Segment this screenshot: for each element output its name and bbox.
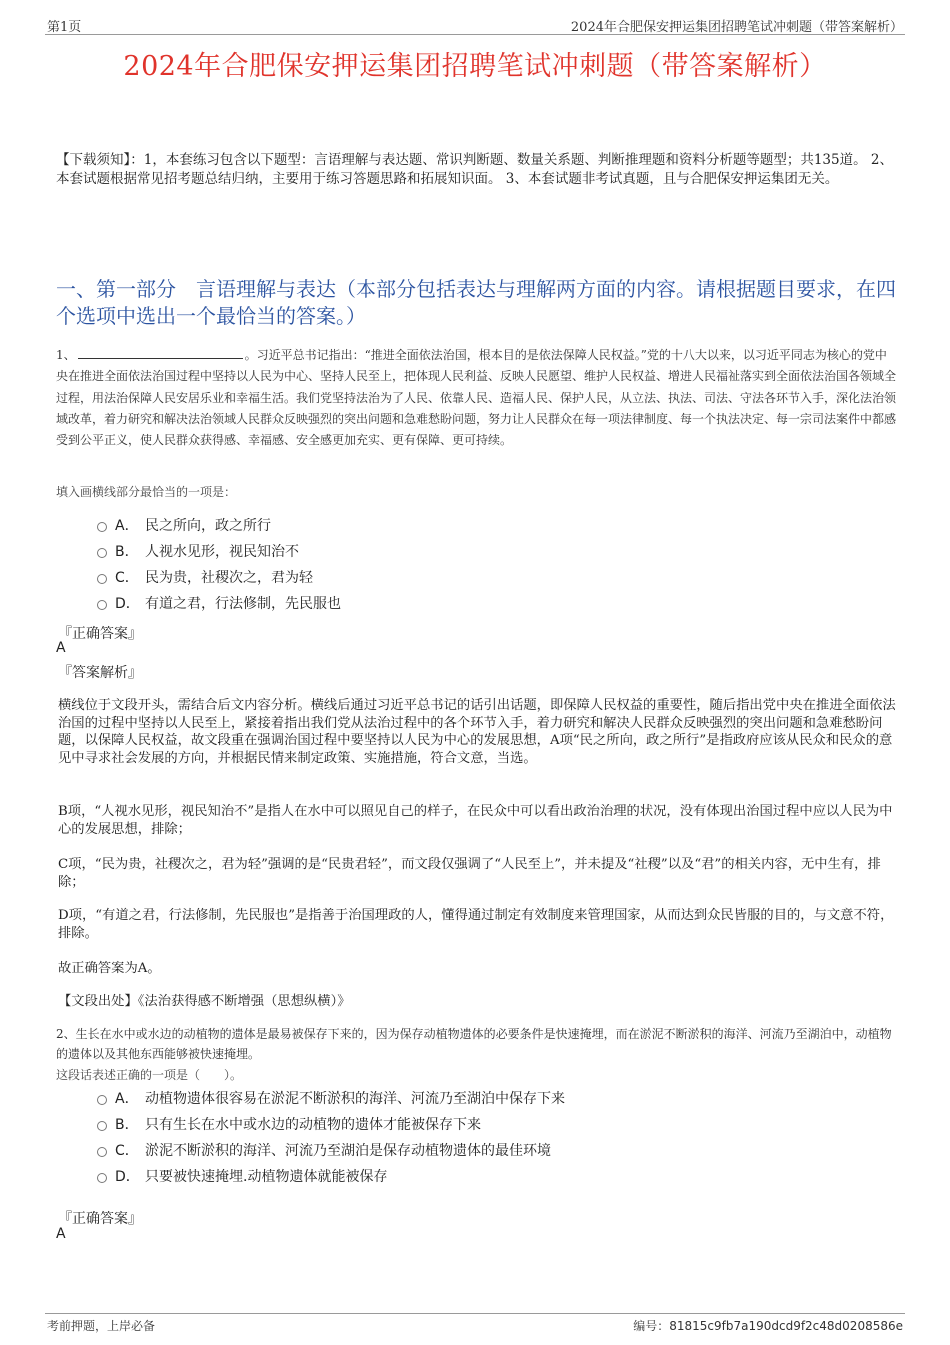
option-d[interactable] — [97, 590, 341, 616]
section-title: 一、第一部分 言语理解与表达（本部分包括表达与理解两方面的内容。请根据题目要求，在四个选项中选出一个最恰当的答案。） — [56, 277, 896, 328]
radio-icon[interactable] — [97, 1095, 107, 1105]
option-text: 只有生长在水中或水边的动植物的遗体才能被保存下来 — [145, 1117, 481, 1133]
question-2-stem: 这段话表述正确的一项是（ ）。 — [56, 1068, 243, 1082]
download-notice: 【下载须知】：1，本套练习包含以下题型：言语理解与表达题、常识判断题、数量关系题、判断推理题和资料分析题等题型；共135道。 2、本套试题根据常见招考题总结归纳，主要用于练习答题思路和拓展知识面。 3、本套试题非考试真题，且与合肥保安押运集团无关。 — [56, 152, 893, 187]
correct-answer: A — [56, 1226, 66, 1242]
radio-icon[interactable] — [97, 1121, 107, 1131]
analysis-label: 『答案解析』 — [58, 665, 142, 681]
analysis-paragraph: D项，“有道之君，行法修制，先民服也”是指善于治国理政的人，懂得通过制定有效制度来管理国家，从而达到众民皆服的目的，与文意不符，排除。 — [58, 908, 894, 941]
option-text: 淤泥不断淤积的海洋、河流乃至湖泊是保存动植物遗体的最佳环境 — [145, 1143, 551, 1159]
analysis-paragraph: B项，“人视水见形，视民知治不”是指人在水中可以照见自己的样子，在民众中可以看出政治治理的状况，没有体现出治国过程中应以人民为中心的发展思想，排除； — [58, 804, 893, 837]
option-key: A． — [115, 518, 139, 534]
option-key: D． — [115, 1169, 140, 1185]
option-c[interactable] — [97, 1137, 565, 1163]
question-1-text — [56, 345, 898, 451]
analysis-paragraph: 横线位于文段开头，需结合后文内容分析。横线后通过习近平总书记的话引出话题，即保障人民权益的重要性，随后指出党中央在推进全面依法治国的过程中坚持以人民至上，紧接着指出我们党从法治过程中的各个环节入手，着力研究和解决人民群众反映强烈的突出问题和急难愁盼问题，以保障人民权益，故文段重在强调治国过程中要坚持以人民为中心的发展思想，A项“民之所向，政之所行”是指政府应该从民众和民众的意见中寻求社会发展的方向，并根据民情来制定政策、实施措施，符合文意，当选。 — [58, 698, 896, 766]
option-key: D． — [115, 596, 140, 612]
document-id: 编号：81815c9fb7a190dcd9f2c48d0208586e — [633, 1319, 903, 1333]
option-key: C． — [115, 1143, 139, 1159]
question-1-options — [97, 512, 341, 616]
correct-answer-label: 『正确答案』 — [58, 626, 142, 642]
correct-answer-label: 『正确答案』 — [58, 1211, 142, 1227]
correct-answer: A — [56, 640, 66, 656]
option-key: B． — [115, 544, 139, 560]
option-key: C． — [115, 570, 139, 586]
option-key: B． — [115, 1117, 139, 1133]
question-1-passage: 。习近平总书记指出：“推进全面依法治国，根本目的是依法保障人民权益。”党的十八大以来，以习近平同志为核心的党中央在推进全面依法治国过程中坚持以人民为中心、坚持人民至上，把体现人民利益、反映人民愿望、维护人民权益、增进人民福祉落实到全面依法治国各领域全过程，用法治保障人民安居乐业和幸福生活。我们党坚持法治为了人民、依靠人民、造福人民、保护人民，从立法、执法、司法、守法各环节入手，深化法治领域改革，着力研究和解决法治领域人民群众反映强烈的突出问题和急难愁盼问题，努力让人民群众在每一项法律制度、每一个执法决定、每一宗司法案件中都感受到公平正义，使人民群众获得感、幸福感、安全感更加充实、更有保障、更可持续。 — [56, 348, 897, 448]
question-2-text: 2、生长在水中或水边的动植物的遗体是最易被保存下来的，因为保存动植物遗体的必要条件是快速掩埋，而在淤泥不断淤积的海洋、河流乃至湖泊中，动植物的遗体以及其他东西能够被快速掩埋。 — [56, 1027, 892, 1061]
document-title: 2024年合肥保安押运集团招聘笔试冲刺题（带答案解析） — [123, 51, 827, 82]
option-text: 动植物遗体很容易在淤泥不断淤积的海洋、河流乃至湖泊中保存下来 — [145, 1091, 565, 1107]
option-text: 只要被快速掩埋.动植物遗体就能被保存 — [145, 1169, 388, 1185]
option-b[interactable] — [97, 538, 341, 564]
footer-slogan: 考前押题，上岸必备 — [47, 1319, 156, 1333]
radio-icon[interactable] — [97, 600, 107, 610]
analysis-paragraph: C项，“民为贵，社稷次之，君为轻”强调的是“民贵君轻”，而文段仅强调了“人民至上”，并未提及“社稷”以及“君”的相关内容，无中生有，排除； — [58, 857, 881, 890]
option-text: 有道之君，行法修制，先民服也 — [145, 596, 341, 612]
option-key: A． — [115, 1091, 139, 1107]
question-2-options — [97, 1085, 565, 1189]
page-header — [45, 14, 905, 35]
option-a[interactable] — [97, 512, 341, 538]
question-1-number: 1、 — [56, 348, 76, 362]
page-footer — [45, 1313, 905, 1334]
option-text: 民之所向，政之所行 — [145, 518, 271, 534]
passage-source: 【文段出处】《法治获得感不断增强（思想纵横）》 — [58, 994, 351, 1009]
radio-icon[interactable] — [97, 522, 107, 532]
header-doc-title: 2024年合肥保安押运集团招聘笔试冲刺题（带答案解析） — [570, 20, 903, 35]
page-number: 第1页 — [47, 20, 82, 35]
radio-icon[interactable] — [97, 1147, 107, 1157]
option-text: 人视水见形，视民知治不 — [145, 544, 299, 560]
question-1-stem: 填入画横线部分最恰当的一项是： — [56, 485, 237, 499]
option-text: 民为贵，社稷次之，君为轻 — [145, 570, 313, 586]
fill-blank-line — [78, 347, 243, 359]
option-c[interactable] — [97, 564, 341, 590]
radio-icon[interactable] — [97, 1173, 107, 1183]
option-a[interactable] — [97, 1085, 565, 1111]
analysis-conclusion: 故正确答案为A。 — [58, 961, 161, 976]
option-d[interactable] — [97, 1163, 565, 1189]
option-b[interactable] — [97, 1111, 565, 1137]
radio-icon[interactable] — [97, 574, 107, 584]
radio-icon[interactable] — [97, 548, 107, 558]
